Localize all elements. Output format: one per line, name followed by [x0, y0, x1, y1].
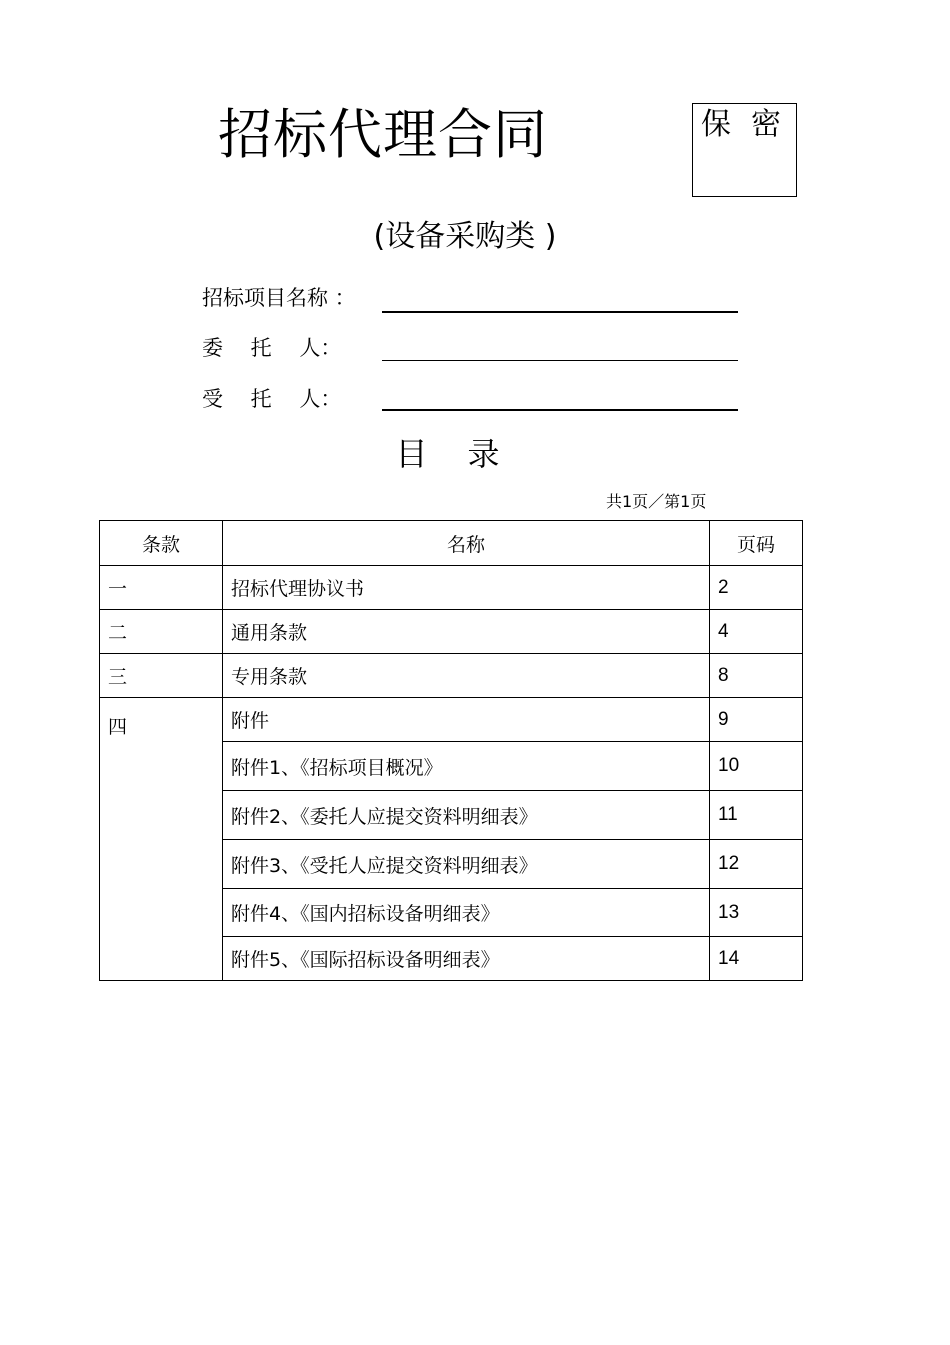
header-section: 条款 [100, 521, 223, 566]
agent-line [382, 409, 738, 411]
project-name-label: 招标项目名称 ： [202, 286, 356, 310]
row-name: 附件5、《国际招标设备明细表》 [223, 937, 710, 981]
row-page: 11 [710, 791, 803, 840]
row-page: 4 [710, 610, 803, 654]
confidential-stamp-box [692, 103, 801, 197]
toc-row [100, 610, 803, 654]
document-title: 招标代理合同 [218, 103, 548, 166]
row-name: 招标代理协议书 [223, 566, 710, 610]
client-line [382, 360, 738, 361]
row-page: 2 [710, 566, 803, 610]
toc-row [100, 654, 803, 698]
row-section: 二 [100, 610, 223, 654]
row-page: 13 [710, 889, 803, 937]
row-page: 9 [710, 698, 803, 742]
row-name: 附件3、《受托人应提交资料明细表》 [223, 840, 710, 889]
header-page: 页码 [710, 521, 803, 566]
row-name: 附件4、《国内招标设备明细表》 [223, 889, 710, 937]
header-name: 名称 [223, 521, 710, 566]
row-name: 专用条款 [223, 654, 710, 698]
toc-table [99, 520, 803, 981]
row-name: 附件1、《招标项目概况》 [223, 742, 710, 791]
agent-label: 受 托 人： [202, 387, 342, 411]
row-page: 10 [710, 742, 803, 791]
document-subtitle: (设备采购类 ) [373, 219, 557, 254]
row-page: 14 [710, 937, 803, 981]
row-section: 一 [100, 566, 223, 610]
toc-title: 目录 [395, 435, 540, 473]
row-section: 三 [100, 654, 223, 698]
client-label: 委 托 人： [202, 336, 342, 360]
row-name: 附件2、《委托人应提交资料明细表》 [223, 791, 710, 840]
row-section: 四 [100, 698, 223, 981]
toc-header-row [100, 521, 803, 566]
row-page: 12 [710, 840, 803, 889]
toc-row [100, 698, 803, 742]
project-name-line [382, 311, 738, 313]
toc-row [100, 566, 803, 610]
row-name: 通用条款 [223, 610, 710, 654]
page-count: 共1页／第1页 [606, 492, 707, 511]
row-name: 附件 [223, 698, 710, 742]
confidential-label: 保密 [701, 107, 801, 142]
row-page: 8 [710, 654, 803, 698]
